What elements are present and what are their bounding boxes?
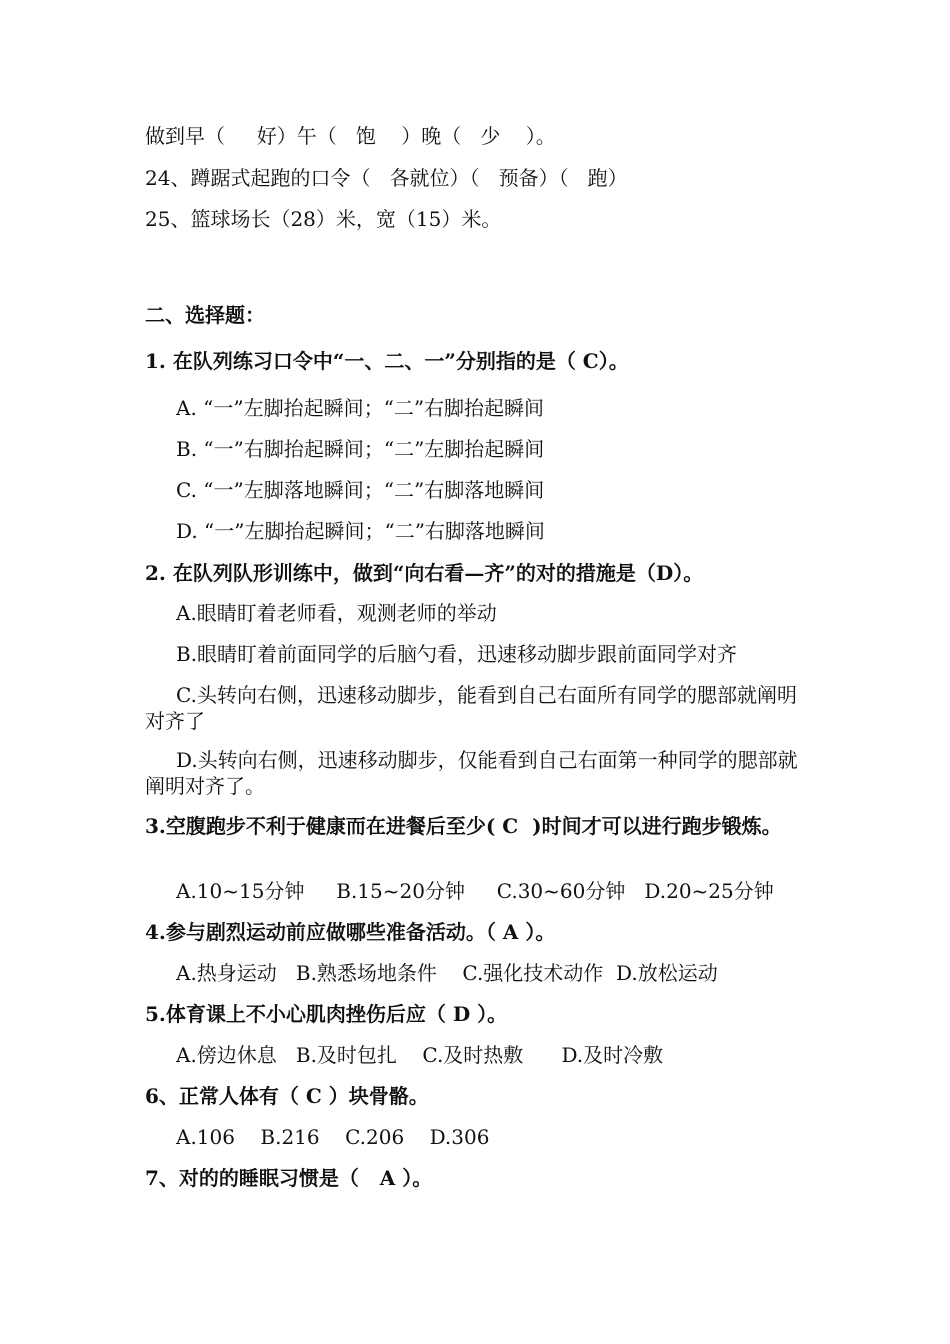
- question-6-stem: 6、正常人体有（ C ）块骨骼。: [145, 1084, 429, 1108]
- question-2-option-d: D.头转向右侧，迅速移动脚步，仅能看到自己右面第一种同学的腮部就阐明对齐了。: [145, 748, 798, 798]
- fill-blank-line-25: 25、篮球场长（28）米，宽（15）米。: [145, 207, 502, 231]
- question-5-options: A.傍边休息 B.及时包扎 C.及时热敷 D.及时冷敷: [176, 1043, 664, 1067]
- question-1-option-b: B. “一”右脚抬起瞬间；“二”左脚抬起瞬间: [176, 437, 545, 461]
- question-3-options: A.10~15分钟 B.15~20分钟 C.30~60分钟 D.20~25分钟: [176, 879, 774, 903]
- question-5-stem: 5.体育课上不小心肌肉挫伤后应（ D ）。: [145, 1002, 508, 1026]
- question-1-option-c: C. “一”左脚落地瞬间；“二”右脚落地瞬间: [176, 478, 545, 502]
- question-4-stem: 4.参与剧烈运动前应做哪些准备活动。（ A ）。: [145, 920, 556, 944]
- question-2-option-b: B.眼睛盯着前面同学的后脑勺看，迅速移动脚步跟前面同学对齐: [176, 642, 738, 666]
- question-6-options: A.106 B.216 C.206 D.306: [176, 1125, 490, 1149]
- fill-blank-line-24: 24、蹲踞式起跑的口令（ 各就位）（ 预备）（ 跑）: [145, 166, 628, 190]
- section-title: 二、选择题：: [145, 303, 265, 327]
- question-1-stem: 1. 在队列练习口令中“一、二、一”分别指的是（ C）。: [145, 349, 629, 373]
- question-3-stem: 3.空腹跑步不利于健康而在进餐后至少( C )时间才可以进行跑步锻炼。: [145, 814, 782, 838]
- question-1-option-a: A. “一”左脚抬起瞬间；“二”右脚抬起瞬间: [176, 396, 545, 420]
- question-2-stem: 2. 在队列队形训练中，做到“向右看—齐”的对的措施是（D）。: [145, 561, 704, 585]
- question-2-option-a: A.眼睛盯着老师看，观测老师的举动: [176, 601, 497, 625]
- question-2-option-c: C.头转向右侧，迅速移动脚步，能看到自己右面所有同学的腮部就阐明对齐了: [145, 683, 797, 733]
- question-1-option-d: D. “一”左脚抬起瞬间；“二”右脚落地瞬间: [176, 519, 545, 543]
- fill-blank-line-23-tail: 做到早（ 好）午（ 饱 ）晚（ 少 ）。: [145, 124, 556, 148]
- question-7-stem: 7、对的的睡眠习惯是（ A ）。: [145, 1166, 433, 1190]
- question-4-options: A.热身运动 B.熟悉场地条件 C.强化技术动作 D.放松运动: [176, 961, 718, 985]
